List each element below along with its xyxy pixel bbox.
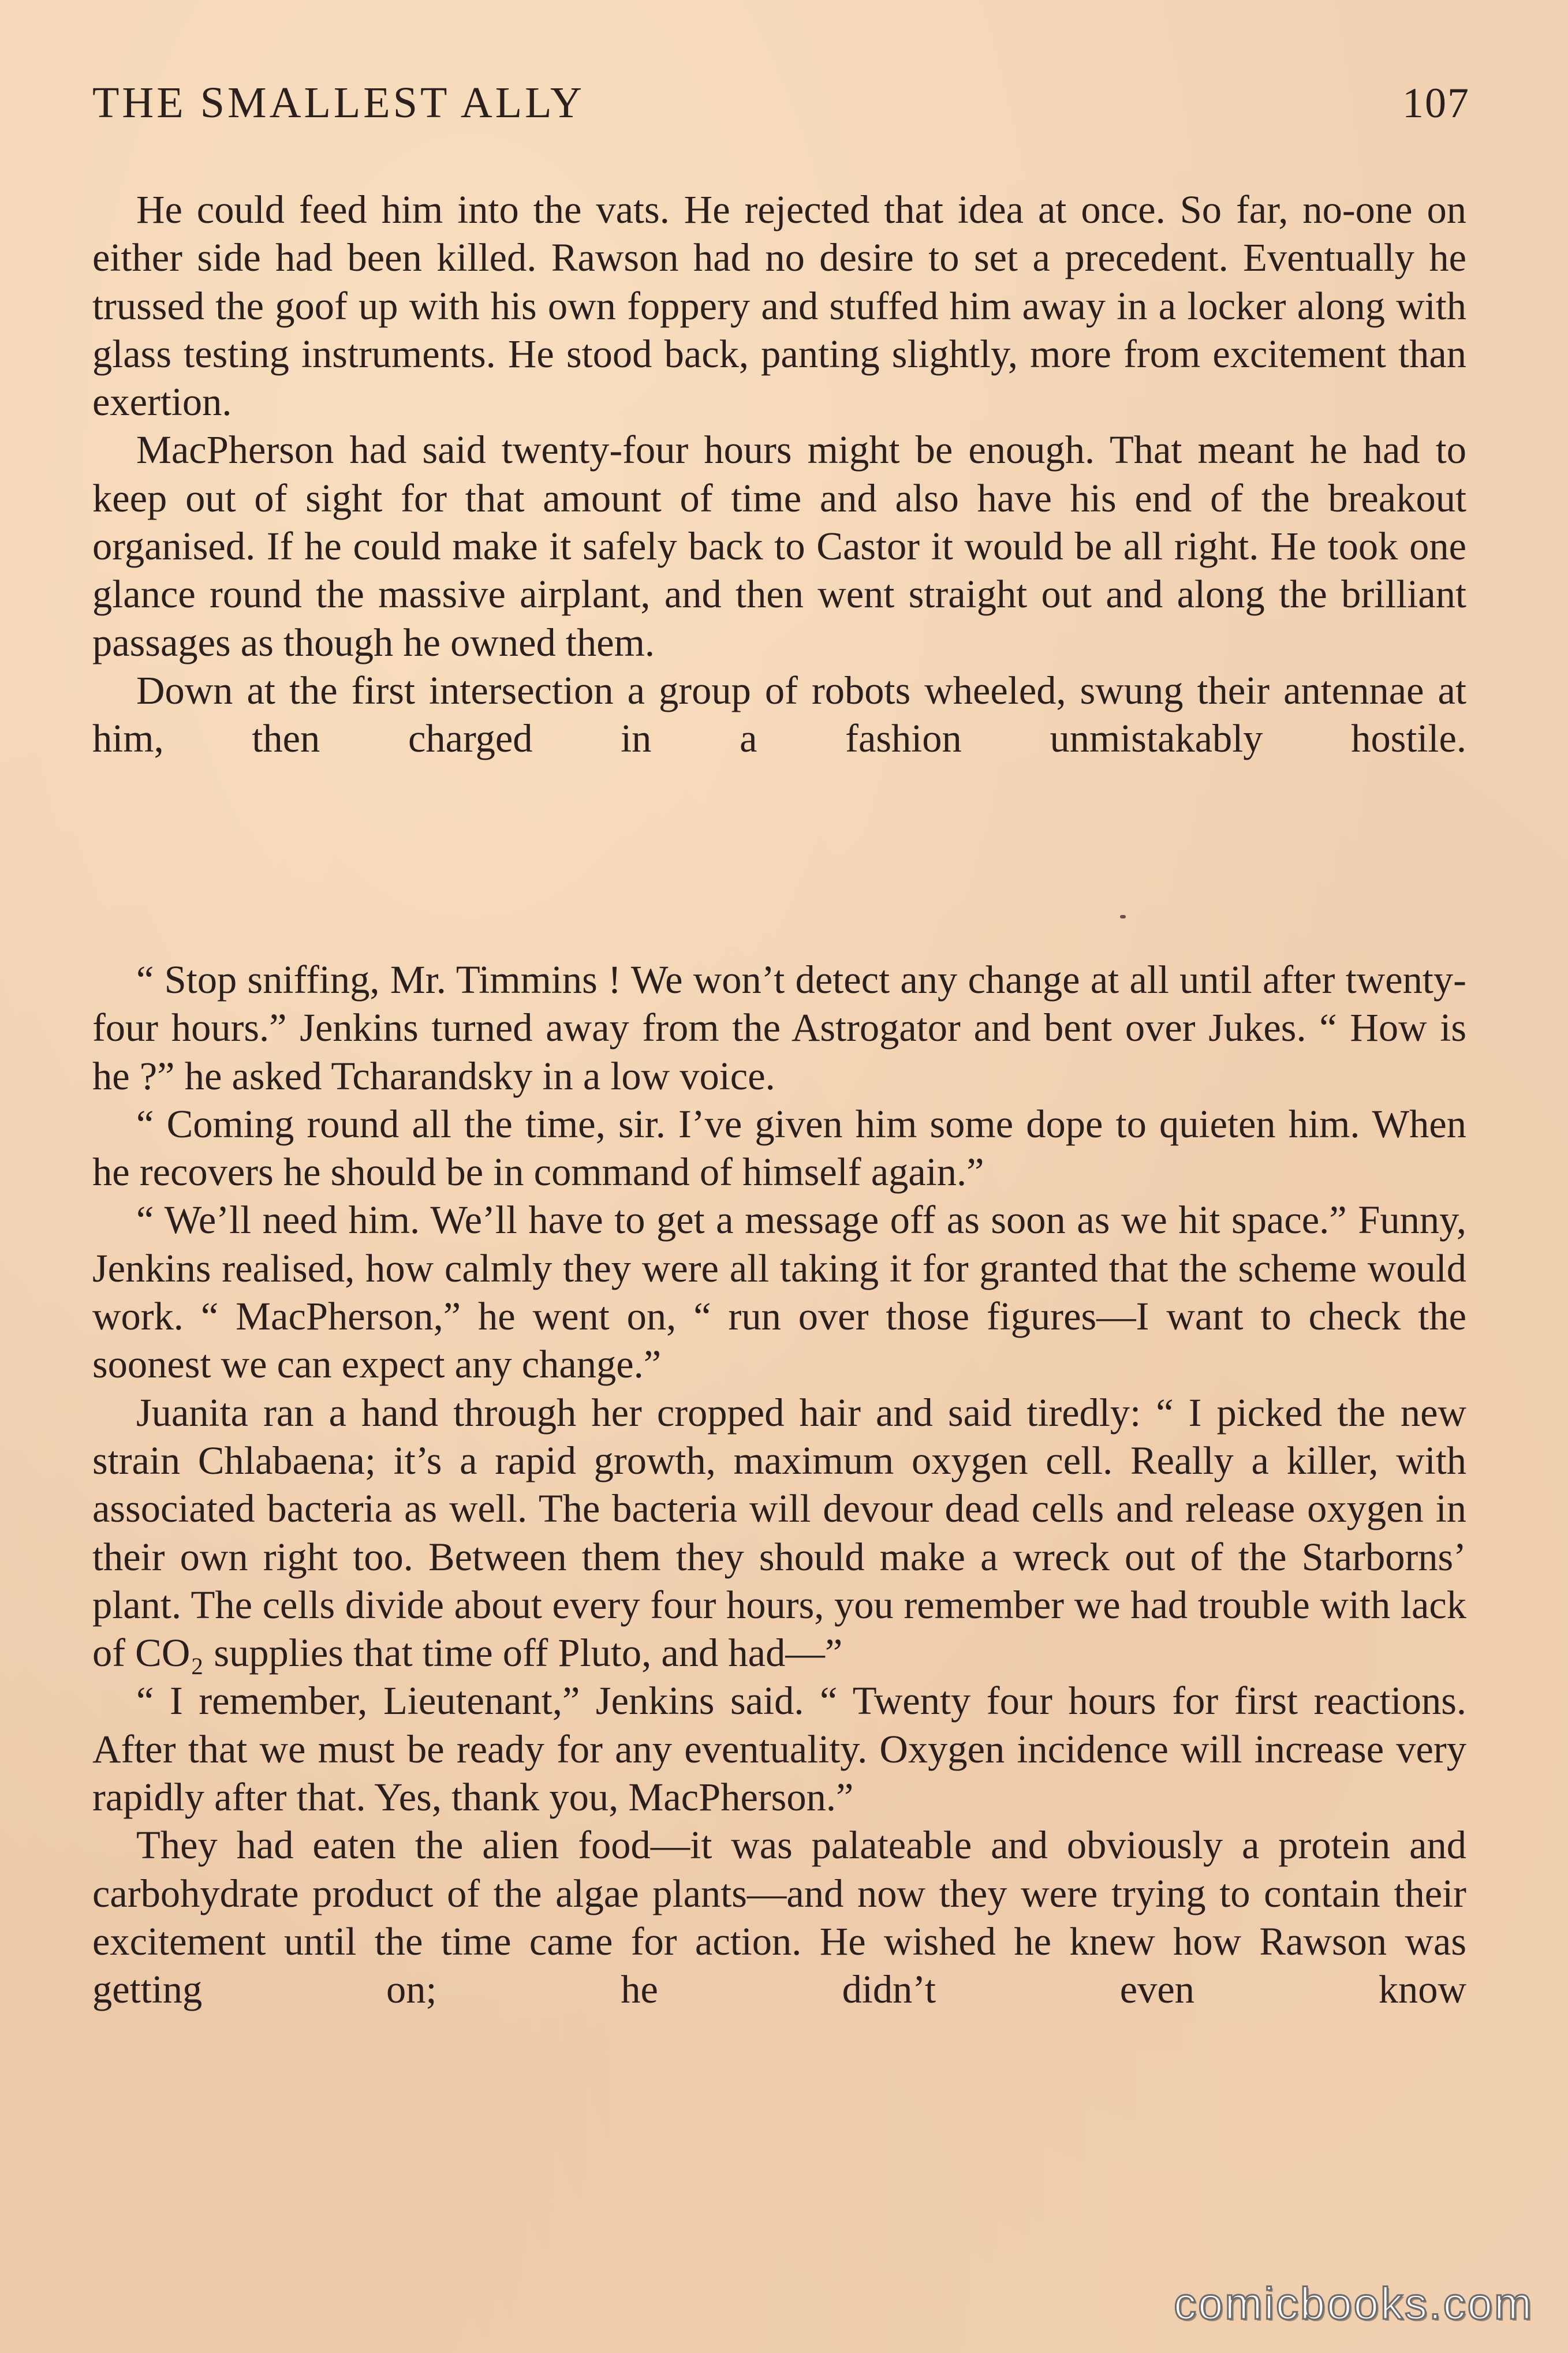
paragraph: MacPherson had said twenty-four hours might be enough. That meant he had to keep out of sight for that amount of time and also have his end of the breakout organised. If he could make it safely back to Castor it would be all right. He took one glance round the massive airplant, and then went straight out and along the brilliant passages as though he owned them. <box>92 428 1466 664</box>
stray-print-mark <box>1120 915 1126 918</box>
section-two-text <box>92 956 1466 2014</box>
section-one-text <box>92 186 1466 763</box>
paragraph: “ We’ll need him. We’ll have to get a message off as soon as we hit space.” Funny, Jenkins realised, how calmly they were all taking it for granted that the scheme would work. “ MacPherson,” he went on, “ run over those figures—I want to check the soonest we can expect any change.” <box>92 1198 1466 1387</box>
page-header <box>92 78 1470 141</box>
paragraph: “ I remember, Lieutenant,” Jenkins said. “ Twenty four hours for first reactions. After that we must be ready for any eventuality. Oxygen incidence will increase very rapidly after that. Yes, thank you, MacPherson.” <box>92 1679 1466 1820</box>
running-title: THE SMALLEST ALLY <box>92 79 585 127</box>
site-watermark: comicbooks.com <box>1174 2278 1533 2329</box>
paragraph: He could feed him into the vats. He rejected that idea at once. So far, no-one on either side had been killed. Rawson had no desire to set a precedent. Eventually he trussed the goof up with his own foppery and stuffed him away in a locker along with glass testing instruments. He stood back, panting slightly, more from excitement than exertion. <box>92 188 1466 424</box>
paragraph: “ Coming round all the time, sir. I’ve given him some dope to quieten him. When he recovers he should be in command of himself again.” <box>92 1101 1466 1194</box>
paragraph: They had eaten the alien food—it was palateable and obviously a protein and carbohydrate product of the algae plants—and now they were trying to contain their excitement until the time came for action. He wished he knew how Rawson was getting on; he didn’t even know <box>92 1823 1466 2012</box>
page-number: 107 <box>1402 80 1470 127</box>
paragraph: “ Stop sniffing, Mr. Timmins ! We won’t detect any change at all until after twenty-four hours.” Jenkins turned away from the Astrogator and bent over Jukes. “ How is he ?” he asked Tcharandsky in a low voice. <box>92 958 1466 1098</box>
paragraph: Juanita ran a hand through her cropped hair and said tiredly: “ I picked the new strain Chlabaena; it’s a rapid growth, maximum oxygen cell. Really a killer, with associated bacteria as well. The bacteria will devour dead cells and release oxygen in their own right too. Between them they should make a wreck out of the Starborns’ plant. The cells divide about every four hours, you remember we had trouble with lack of CO₂ supplies that time off Pluto, and had—” <box>92 1390 1466 1675</box>
paragraph: Down at the first intersection a group of robots wheeled, swung their antennae at him, then charged in a fashion unmistakably hostile. <box>92 668 1466 761</box>
